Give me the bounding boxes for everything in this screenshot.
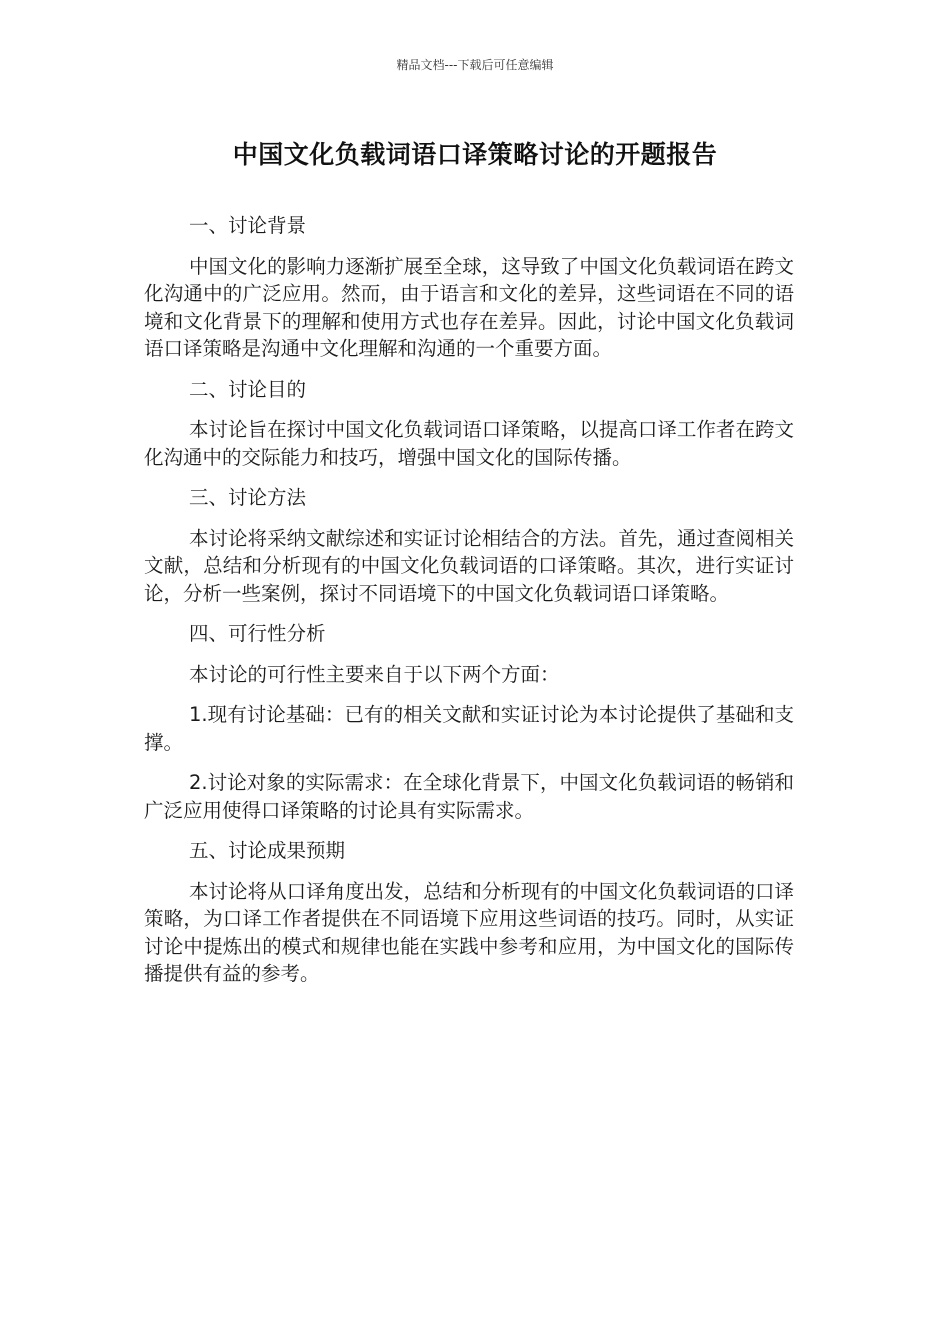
document-body xyxy=(144,212,794,1001)
section-method xyxy=(144,484,794,607)
section-purpose xyxy=(144,376,794,472)
paragraph: 2.讨论对象的实际需求：在全球化背景下，中国文化负载词语的畅销和广泛应用使得口译策略的讨论具有实际需求。 xyxy=(144,771,794,822)
section-heading: 一、讨论背景 xyxy=(189,214,307,237)
section-expected-results xyxy=(144,837,794,988)
paragraph: 本讨论旨在探讨中国文化负载词语口译策略，以提高口译工作者在跨文化沟通中的交际能力和技巧，增强中国文化的国际传播。 xyxy=(144,418,794,469)
paragraph: 本讨论将从口译角度出发，总结和分析现有的中国文化负载词语的口译策略，为口译工作者提供在不同语境下应用这些词语的技巧。同时，从实证讨论中提炼出的模式和规律也能在实践中参考和应用，为中国文化的国际传播提供有益的参考。 xyxy=(144,879,794,985)
section-heading: 三、讨论方法 xyxy=(189,486,307,509)
page-header: 精品文档---下载后可任意编辑 xyxy=(396,58,554,72)
section-feasibility xyxy=(144,620,794,824)
section-heading: 五、讨论成果预期 xyxy=(189,839,346,862)
section-background xyxy=(144,212,794,363)
document-title: 中国文化负载词语口译策略讨论的开题报告 xyxy=(232,140,718,169)
paragraph: 本讨论的可行性主要来自于以下两个方面： xyxy=(189,662,560,686)
section-heading: 二、讨论目的 xyxy=(189,377,307,401)
paragraph: 本讨论将采纳文献综述和实证讨论相结合的方法。首先，通过查阅相关文献，总结和分析现有的中国文化负载词语的口译策略。其次，进行实证讨论，分析一些案例，探讨不同语境下的中国文化负载词语口译策略。 xyxy=(144,526,794,605)
section-heading: 四、可行性分析 xyxy=(189,622,326,645)
paragraph: 1.现有讨论基础：已有的相关文献和实证讨论为本讨论提供了基础和支撑。 xyxy=(144,703,794,754)
paragraph: 中国文化的影响力逐渐扩展至全球，这导致了中国文化负载词语在跨文化沟通中的广泛应用。然而，由于语言和文化的差异，这些词语在不同的语境和文化背景下的理解和使用方式也存在差异。因此，讨论中国文化负载词语口译策略是沟通中文化理解和沟通的一个重要方面。 xyxy=(144,254,794,360)
